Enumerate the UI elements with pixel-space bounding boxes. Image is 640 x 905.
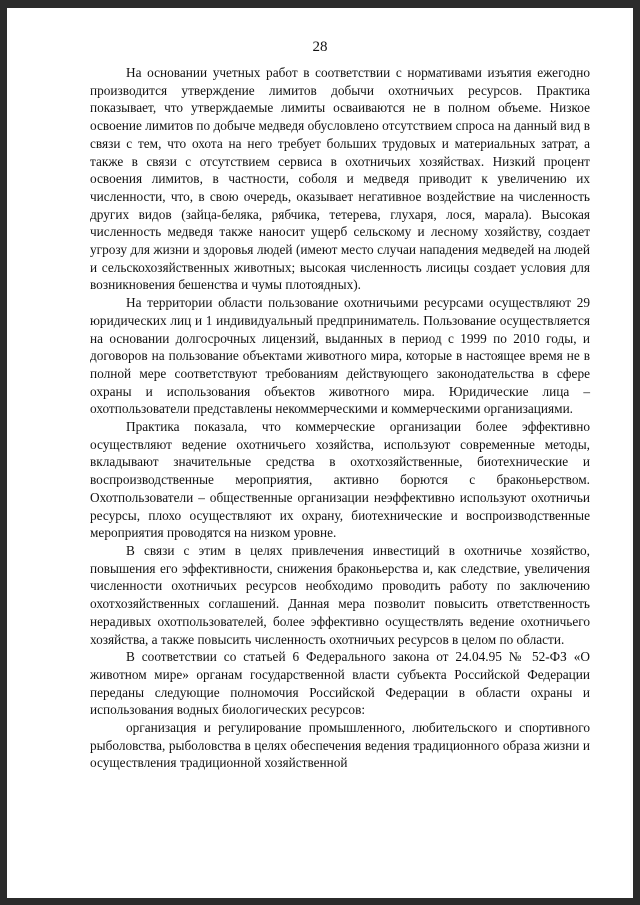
paragraph-commercial-organizations: Практика показала, что коммерческие организации более эффективно осуществляют ведение охотничьего хозяйства, используют современные методы, вкладывают значительные средства в охотхозяйственные, биотехнические и воспроизводственные мероприятия, активно борются с браконьерством. Охотпользователи – общественные организации неэффективно используют охотничьи ресурсы, плохо осуществляют их охрану, биотехнические и воспроизводственные мероприятия проводятся на низком уровне. [90,419,590,541]
paragraph-hunting-limits: На основании учетных работ в соответствии с нормативами изъятия ежегодно производится утверждение лимитов добычи охотничьих ресурсов. Практика показывает, что утверждаемые лимиты осваиваются не в полном объеме. Низкое освоение лимитов по добыче медведя обусловлено отсутствием спроса на данный вид в связи с тем, что охота на него требует больших трудовых и материальных затрат, а также в связи с отсутствием сервиса в охотничьих хозяйствах. Низкий процент освоения лимитов, в частности, соболя и медведя приводит к увеличению их численности, что, в свою очередь, оказывает негативное воздействие на численность других видов (зайца-беляка, рябчика, тетерева, глухаря, лося, марала). Высокая численность медведя также наносит ущерб сельскому и лесному хозяйству, создает угрозу для жизни и здоровья людей (имеют место случаи нападения медведей на людей и сельскохозяйственных животных; высокая численность лисицы создает условия для возникновения бешенства и чумы плотоядных). [90,65,590,293]
paragraph-hunting-users: На территории области пользование охотничьими ресурсами осуществляют 29 юридических лиц и 1 индивидуальный предприниматель. Пользование осуществляется на основании долгосрочных лицензий, выданных в период с 1999 по 2010 годы, и договоров на пользование объектами животного мира, которые в настоящее время не в полной мере соответствуют требованиям действующего законодательства в сфере охраны и использования объектов животного мира. Юридические лица – охотпользователи представлены некоммерческими и коммерческими организациями. [90,295,590,417]
document-page [7,8,633,898]
paragraph-federal-law: В соответствии со статьей 6 Федерального закона от 24.04.95 № 52-ФЗ «О животном мире» органам государственной власти субъекта Российской Федерации переданы следующие полномочия Российской Федерации в области охраны и использования водных биологических ресурсов: [90,649,590,718]
paragraph-hunting-agreements: В связи с этим в целях привлечения инвестиций в охотничье хозяйство, повышения его эффективности, снижения браконьерства и, как следствие, увеличения численности охотничьих ресурсов необходимо проводить работу по заключению охотхозяйственных соглашений. Данная мера позволит повысить ответственность нерадивых охотпользователей, более эффективно осуществлять ведение охотничьего хозяйства, а также повысить численность охотничьих ресурсов в целом по области. [90,542,590,647]
page-number: 28 [312,39,328,55]
document-body [90,64,590,772]
paragraph-fishing-regulation: организация и регулирование промышленного, любительского и спортивного рыболовства, рыболовства в целях обеспечения ведения традиционного образа жизни и осуществления традиционной хозяйственной [90,720,590,771]
